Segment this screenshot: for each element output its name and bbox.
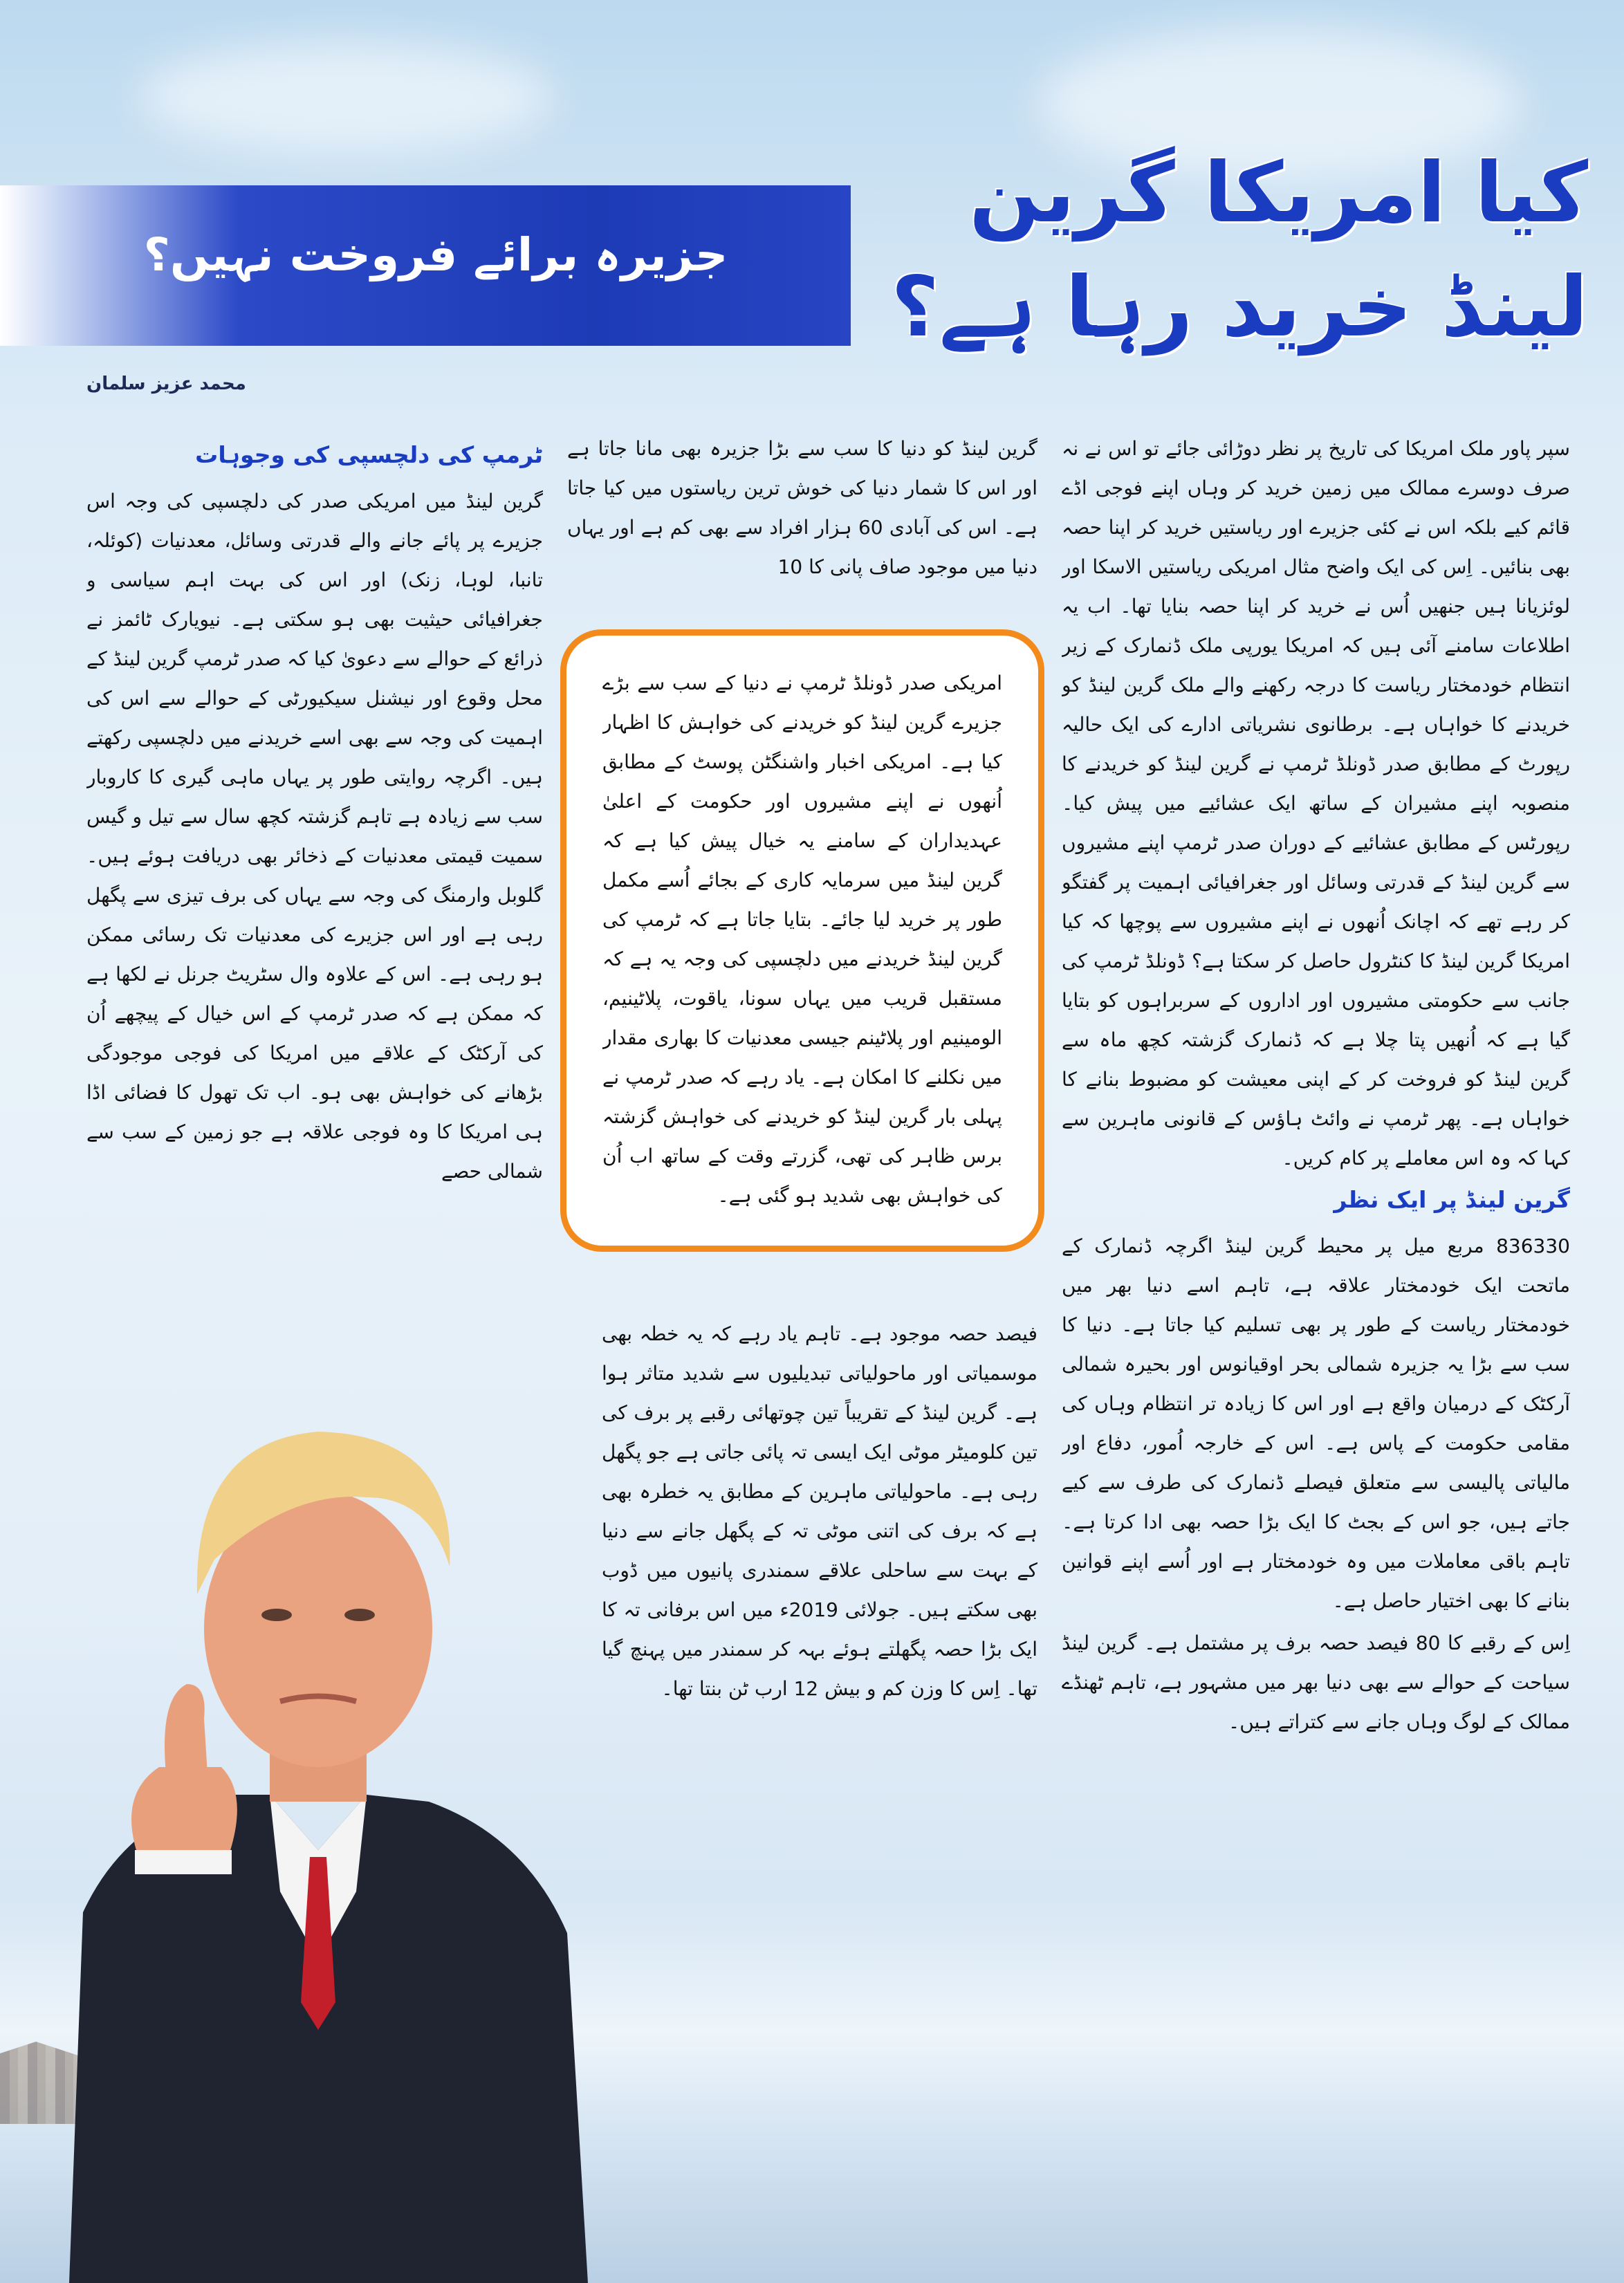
- paragraph: گرین لینڈ میں امریکی صدر کی دلچسپی کی وجہ اس جزیرے پر پائے جانے والے قدرتی وسائل، معدنیات (کوئلہ، تانبا، لوہا، زنک) اور اس کی بہت اہم سیاسی و جغرافیائی حیثیت بھی ہو سکتی ہے۔ نیویارک ٹائمز نے ذرائع کے حوالے سے دعویٰ کیا کہ صدر ٹرمپ گرین لینڈ کے محل وقوع اور نیشنل سیکیورٹی کے حوالے سے اس کی اہمیت کی وجہ سے بھی اسے خریدنے میں دلچسپی رکھتے ہیں۔ اگرچہ روایتی طور پر یہاں ماہی گیری کا کاروبار سب سے زیادہ ہے تاہم گزشتہ کچھ سال سے تیل و گیس سمیت قیمتی معدنیات کے ذخائر بھی دریافت ہوئے ہیں۔ گلوبل وارمنگ کی وجہ سے یہاں کی برف تیزی سے پگھل رہی ہے اور اس جزیرے کی معدنیات تک رسائی ممکن ہو رہی ہے۔ اس کے علاوہ وال سٹریٹ جرنل نے لکھا ہے کہ ممکن ہے کہ صدر ٹرمپ کے اس خیال کے پیچھے اُن کی آرکٹک کے علاقے میں امریکا کی فوجی موجودگی بڑھانے کی خواہش بھی ہو۔ اب تک تھول کا فضائی اڈا ہی امریکا کا وہ فوجی علاقہ ہے جو زمین کے سب سے شمالی حصے: [86, 490, 543, 1183]
- photo-cuff: [135, 1850, 232, 1874]
- trump-thumbs-up-photo: [41, 1269, 595, 2283]
- paragraph: فیصد حصہ موجود ہے۔ تاہم یاد رہے کہ یہ خطہ بھی موسمیاتی اور ماحولیاتی تبدیلیوں سے شدید متاثر ہوا ہے۔ گرین لینڈ کے تقریباً تین چوتھائی رقبے پر برف کی تین کلومیٹر موٹی ایک ایسی تہ پائی جاتی ہے جو پگھل رہی ہے۔ ماحولیاتی ماہرین کے مطابق یہ خطرہ بھی ہے کہ برف کی اتنی موٹی تہ کے پگھل جانے سے دنیا کے بہت سے ساحلی علاقے سمندری پانیوں میں ڈوب بھی سکتے ہیں۔ جولائی 2019ء میں اس برفانی تہ کا ایک بڑا حصہ پگھلتے ہوئے بہہ کر سمندر میں پہنچ گیا تھا۔ اِس کا وزن کم و بیش 12 ارب ٹن بنتا تھا۔: [602, 1322, 1037, 1700]
- section-heading-greenland-overview: گرین لینڈ پر ایک نظر: [1334, 1186, 1570, 1213]
- column-middle-top: [567, 429, 1037, 609]
- photo-thumb: [165, 1684, 207, 1774]
- pull-quote-text: [602, 663, 1002, 1218]
- paragraph: سپر پاور ملک امریکا کی تاریخ پر نظر دوڑائی جائے تو اس نے نہ صرف دوسرے ممالک میں زمین خرید کر وہاں اپنے فوجی اڈے قائم کیے بلکہ اس نے کئی جزیرے اور ریاستیں خرید کر اپنا حصہ بھی بنائیں۔ اِس کی ایک واضح مثال امریکی ریاستیں الاسکا اور لوئزیانا ہیں جنھیں اُس نے خرید کر اپنا حصہ بنایا تھا۔ اب یہ اطلاعات سامنے آئی ہیں کہ امریکا یورپی ملک ڈنمارک کے زیر انتظام خودمختار ریاست کا درجہ رکھنے والے ملک گرین لینڈ کو خریدنے کا خواہاں ہے۔ برطانوی نشریاتی ادارے کی ایک حالیہ رپورٹ کے مطابق صدر ڈونلڈ ٹرمپ نے گرین لینڈ کو خریدنے کا منصوبہ اپنے مشیران کے ساتھ ایک عشائیے میں پیش کیا۔ رپورٹس کے مطابق عشائیے کے دوران صدر ٹرمپ اپنے مشیروں سے گرین لینڈ کے قدرتی وسائل اور جغرافیائی اہمیت پر گفتگو کر رہے تھے کہ اچانک اُنھوں نے اپنے مشیروں سے پوچھا کہ کیا امریکا گرین لینڈ کا کنٹرول حاصل کر سکتا ہے؟ ڈونلڈ ٹرمپ کی جانب سے حکومتی مشیروں اور اداروں کے سربراہوں کو بتایا گیا ہے کہ اُنھیں پتا چلا ہے کہ ڈنمارک گزشتہ کچھ ماہ سے گرین لینڈ کو فروخت کر کے اپنی معیشت کو مضبوط بنانے کا خواہاں ہے۔ پھر ٹرمپ نے وائٹ ہاؤس کے قانونی ماہرین سے کہا کہ وہ اس معاملے پر کام کریں۔: [1062, 437, 1570, 1170]
- paragraph: گرین لینڈ کو دنیا کا سب سے بڑا جزیرہ بھی مانا جاتا ہے اور اس کا شمار دنیا کی خوش ترین ریاستوں میں کیا جاتا ہے۔ اس کی آبادی 60 ہزار افراد سے بھی کم ہے اور یہاں دنیا میں موجود صاف پانی کا 10: [567, 437, 1037, 578]
- page-subtitle: جزیرہ برائے فروخت نہیں؟: [143, 228, 728, 281]
- photo-eye: [344, 1609, 375, 1621]
- photo-eye: [261, 1609, 292, 1621]
- photo-hand: [131, 1767, 237, 1857]
- paragraph: امریکی صدر ڈونلڈ ٹرمپ نے دنیا کے سب سے بڑے جزیرے گرین لینڈ کو خریدنے کی خواہش کا اظہار کیا ہے۔ امریکی اخبار واشنگٹن پوسٹ کے مطابق اُنھوں نے اپنے مشیروں اور حکومت کے اعلیٰ عہدیداران کے سامنے یہ خیال پیش کیا ہے کہ گرین لینڈ میں سرمایہ کاری کے بجائے اُسے مکمل طور پر خرید لیا جائے۔ بتایا جاتا ہے کہ ٹرمپ کی گرین لینڈ خریدنے میں دلچسپی کی وجہ یہ ہے کہ مستقبل قریب میں یہاں سونا، یاقوت، پلاٹینیم، الومینیم اور پلاٹینم جیسی معدنیات کا بھاری مقدار میں نکلنے کا امکان ہے۔ یاد رہے کہ صدر ٹرمپ نے پہلی بار گرین لینڈ کو خریدنے کی خواہش گزشتہ برس ظاہر کی تھی، گزرتے وقت کے ساتھ اب اُن کی خواہش بھی شدید ہو گئی ہے۔: [602, 672, 1002, 1207]
- column-middle-bottom: [602, 1314, 1037, 2075]
- section-heading-trump-interest: ٹرمپ کی دلچسپی کی وجوہات: [195, 441, 543, 468]
- background-cloud: [138, 41, 553, 152]
- author-byline: محمد عزیز سلمان: [86, 373, 246, 394]
- paragraph: اِس کے رقبے کا 80 فیصد حصہ برف پر مشتمل ہے۔ گرین لینڈ سیاحت کے حوالے سے بھی دنیا بھر میں مشہور ہے، تاہم ٹھنڈے ممالک کے لوگ وہاں جانے سے کتراتے ہیں۔: [1062, 1632, 1570, 1733]
- paragraph: 836330 مربع میل پر محیط گرین لینڈ اگرچہ ڈنمارک کے ماتحت ایک خودمختار علاقہ ہے، تاہم اسے دنیا بھر میں خودمختار ریاست کے طور پر بھی تسلیم کیا جاتا ہے۔ دنیا کا سب سے بڑا یہ جزیرہ شمالی بحر اوقیانوس اور بحیرہ شمالی آرکٹک کے درمیان واقع ہے اور اس کا زیادہ تر انتظام وہاں کی مقامی حکومت کے پاس ہے۔ اس کے خارجہ اُمور، دفاع اور مالیاتی پالیسی سے متعلق فیصلے ڈنمارک کی طرف سے کیے جاتے ہیں، جو اس کے بجٹ کا ایک بڑا حصہ بھی ادا کرتا ہے۔ تاہم باقی معاملات میں وہ خودمختار ہے اور اُسے اپنے قوانین بنانے کا بھی اختیار حاصل ہے۔: [1062, 1235, 1570, 1612]
- column-right: [1062, 429, 1570, 2075]
- pull-quote-box: [560, 629, 1044, 1252]
- page-title-line-2: لینڈ خرید رہا ہے؟: [891, 259, 1588, 355]
- column-left: [86, 436, 543, 1266]
- page-title-line-1: کیا امریکا گرین: [969, 145, 1588, 241]
